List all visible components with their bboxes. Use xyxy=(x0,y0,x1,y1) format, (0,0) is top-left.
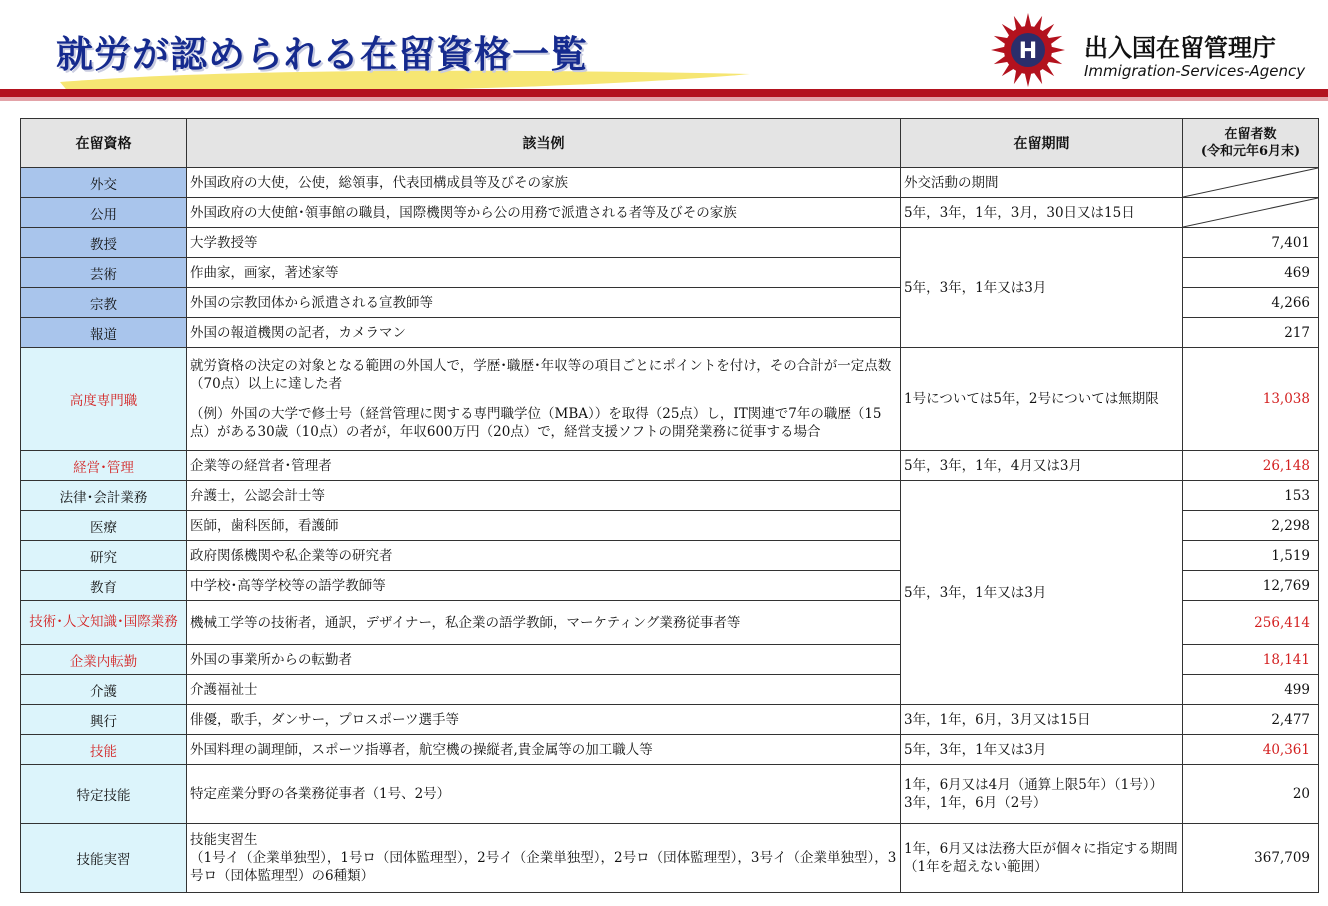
page-header xyxy=(0,0,1328,104)
count-cell: 153 xyxy=(1183,481,1319,511)
example-cell: 外国政府の大使，公使，総領事，代表団構成員等及びその家族 xyxy=(187,168,901,198)
table-row xyxy=(21,765,1319,824)
example-cell: 作曲家，画家，著述家等 xyxy=(187,258,901,288)
example-cell: 機械工学等の技術者，通訳，デザイナー，私企業の語学教師，マーケティング業務従事者等 xyxy=(187,601,901,645)
table-row xyxy=(21,451,1319,481)
table-row xyxy=(21,824,1319,893)
status-cell: 研究 xyxy=(21,541,187,571)
count-cell: 499 xyxy=(1183,675,1319,705)
status-cell: 技術･人文知識･国際業務 xyxy=(21,601,187,645)
page-title: 就労が認められる在留資格一覧 xyxy=(56,33,588,76)
count-cell: 256,414 xyxy=(1183,601,1319,645)
agency-name-english: Immigration-Services-Agency xyxy=(1084,62,1306,80)
example-cell: 中学校･高等学校等の語学教師等 xyxy=(187,571,901,601)
visa-status-table xyxy=(20,118,1319,893)
status-cell: 高度専門職 xyxy=(21,348,187,451)
example-cell: 外国の報道機関の記者，カメラマン xyxy=(187,318,901,348)
header-example: 該当例 xyxy=(187,119,901,168)
period-cell: 5年，3年，1年，4月又は3月 xyxy=(901,451,1183,481)
count-cell: 26,148 xyxy=(1183,451,1319,481)
period-cell: 1号については5年，2号については無期限 xyxy=(901,348,1183,451)
table-row xyxy=(21,705,1319,735)
example-cell xyxy=(187,348,901,451)
status-cell: 特定技能 xyxy=(21,765,187,824)
table-row xyxy=(21,481,1319,511)
status-cell: 技能 xyxy=(21,735,187,765)
status-cell: 医療 xyxy=(21,511,187,541)
count-cell: 367,709 xyxy=(1183,824,1319,893)
header-rule xyxy=(0,89,1328,97)
status-cell: 教授 xyxy=(21,228,187,258)
example-cell: 企業等の経営者･管理者 xyxy=(187,451,901,481)
header-rule-shadow xyxy=(0,97,1328,101)
status-cell: 公用 xyxy=(21,198,187,228)
status-cell: 宗教 xyxy=(21,288,187,318)
table-header-row xyxy=(21,119,1319,168)
title-area xyxy=(40,18,740,88)
status-cell: 介護 xyxy=(21,675,187,705)
header-count-line2: (令和元年6月末) xyxy=(1200,144,1301,159)
count-cell: 469 xyxy=(1183,258,1319,288)
count-cell: 20 xyxy=(1183,765,1319,824)
count-cell: 4,266 xyxy=(1183,288,1319,318)
count-cell: 7,401 xyxy=(1183,228,1319,258)
period-cell xyxy=(901,765,1183,824)
status-cell: 教育 xyxy=(21,571,187,601)
status-cell: 技能実習 xyxy=(21,824,187,893)
example-text: 就労資格の決定の対象となる範囲の外国人で，学歴･職歴･年収等の項目ごとにポイントを付け，その合計が一定点数（70点）以上に達した者 xyxy=(190,358,892,392)
table-row xyxy=(21,735,1319,765)
count-cell: 1,519 xyxy=(1183,541,1319,571)
example-cell: 大学教授等 xyxy=(187,228,901,258)
status-cell: 法律･会計業務 xyxy=(21,481,187,511)
count-cell-empty xyxy=(1183,168,1319,198)
count-cell: 2,477 xyxy=(1183,705,1319,735)
example-cell: 外国政府の大使館･領事館の職員，国際機関等から公の用務で派遣される者等及びその家族 xyxy=(187,198,901,228)
svg-text:H: H xyxy=(1018,39,1038,64)
count-cell: 217 xyxy=(1183,318,1319,348)
example-cell: 俳優，歌手，ダンサー，プロスポーツ選手等 xyxy=(187,705,901,735)
spacer xyxy=(190,393,897,405)
period-line1: 1年，6月又は4月（通算上限5年）（1号）） xyxy=(904,777,1163,793)
period-cell: 外交活動の期間 xyxy=(901,168,1183,198)
table-row xyxy=(21,198,1319,228)
status-cell: 企業内転勤 xyxy=(21,645,187,675)
count-cell: 2,298 xyxy=(1183,511,1319,541)
table-row xyxy=(21,168,1319,198)
period-line2: 3年，1年，6月（2号） xyxy=(904,795,1047,811)
period-cell: 3年，1年，6月，3月又は15日 xyxy=(901,705,1183,735)
count-cell: 12,769 xyxy=(1183,571,1319,601)
period-cell: 5年，3年，1年又は3月 xyxy=(901,481,1183,705)
example-cell: 外国の宗教団体から派遣される宣教師等 xyxy=(187,288,901,318)
example-cell: 弁護士，公認会計士等 xyxy=(187,481,901,511)
period-cell: 5年，3年，1年又は3月 xyxy=(901,228,1183,348)
period-cell: 5年，3年，1年，3月，30日又は15日 xyxy=(901,198,1183,228)
agency-emblem-icon xyxy=(990,12,1066,88)
example-cell: 政府関係機関や私企業等の研究者 xyxy=(187,541,901,571)
example-cell: 医師，歯科医師，看護師 xyxy=(187,511,901,541)
example-cell: 外国の事業所からの転勤者 xyxy=(187,645,901,675)
example-cell xyxy=(187,824,901,893)
example-cell: 外国料理の調理師，スポーツ指導者，航空機の操縦者,貴金属等の加工職人等 xyxy=(187,735,901,765)
example-text: 技能実習生 xyxy=(190,832,258,848)
header-status: 在留資格 xyxy=(21,119,187,168)
status-cell: 興行 xyxy=(21,705,187,735)
header-count xyxy=(1183,119,1319,168)
period-cell: 5年，3年，1年又は3月 xyxy=(901,735,1183,765)
status-cell: 外交 xyxy=(21,168,187,198)
header-period: 在留期間 xyxy=(901,119,1183,168)
example-cell: 特定産業分野の各業務従事者（1号、2号） xyxy=(187,765,901,824)
count-cell: 13,038 xyxy=(1183,348,1319,451)
status-cell: 経営･管理 xyxy=(21,451,187,481)
agency-name: 出入国在留管理庁 xyxy=(1084,34,1276,62)
period-cell: 1年，6月又は法務大臣が個々に指定する期間（1年を超えない範囲） xyxy=(901,824,1183,893)
table-row xyxy=(21,348,1319,451)
header-count-line1: 在留者数 xyxy=(1224,127,1277,142)
count-cell: 40,361 xyxy=(1183,735,1319,765)
example-cell: 介護福祉士 xyxy=(187,675,901,705)
status-cell: 報道 xyxy=(21,318,187,348)
table-row xyxy=(21,228,1319,258)
example-note: （例）外国の大学で修士号（経営管理に関する専門職学位（MBA））を取得（25点）し，IT関連で7年の職歴（15点）がある30歳（10点）の者が，年収600万円（20点）で，経営支援ソフトの開発業務に従事する場合 xyxy=(190,406,882,440)
status-cell: 芸術 xyxy=(21,258,187,288)
count-cell-empty xyxy=(1183,198,1319,228)
count-cell: 18,141 xyxy=(1183,645,1319,675)
example-note: （1号イ（企業単独型），1号ロ（団体監理型），2号イ（企業単独型），2号ロ（団体監理型），3号イ（企業単独型），3号ロ（団体監理型）の6種類） xyxy=(190,850,897,884)
